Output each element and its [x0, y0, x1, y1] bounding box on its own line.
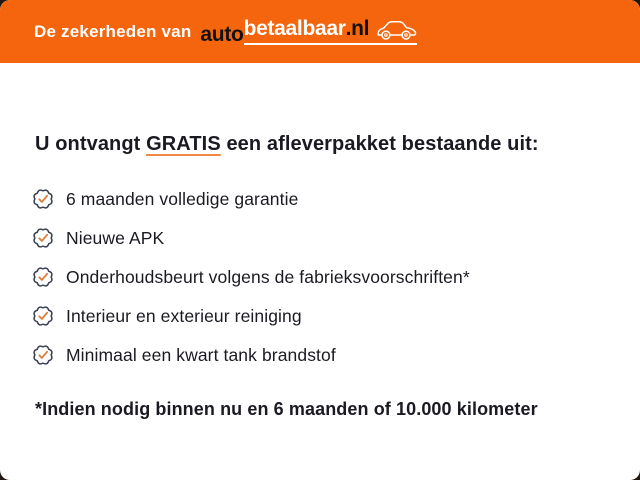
list-item [30, 186, 605, 212]
badge-check-icon [30, 342, 56, 368]
badge-check-icon [30, 303, 56, 329]
logo-underline [244, 18, 418, 45]
car-icon [375, 18, 417, 42]
list-item [30, 225, 605, 251]
benefits-section [0, 133, 640, 420]
footnote: *Indien nodig binnen nu en 6 maanden of 10.000 kilometer [35, 399, 538, 419]
list-item [30, 342, 605, 368]
heading-post: een afleverpakket bestaande uit: [220, 133, 539, 155]
benefit-label: Minimaal een kwart tank brandstof [66, 344, 336, 365]
benefit-label: Nieuwe APK [66, 227, 165, 248]
badge-check-icon [30, 186, 56, 212]
heading-highlight-gratis: GRATIS [146, 133, 221, 155]
brand-logo[interactable] [200, 18, 417, 45]
header-banner [0, 0, 640, 63]
badge-check-icon [30, 264, 56, 290]
benefits-list [30, 186, 605, 368]
heading-pre: U ontvangt [35, 133, 147, 155]
page-title [35, 133, 605, 156]
list-item [30, 303, 605, 329]
banner-title: De zekerheden van [34, 21, 192, 41]
benefit-label: Interieur en exterieur reiniging [66, 305, 302, 326]
benefit-label: Onderhoudsbeurt volgens de fabrieksvoorschriften* [66, 266, 470, 287]
logo-text-auto: auto [200, 23, 244, 46]
benefit-label: 6 maanden volledige garantie [66, 188, 299, 209]
list-item [30, 264, 605, 290]
logo-text-betaalbaar: betaalbaar [243, 17, 346, 40]
badge-check-icon [30, 225, 56, 251]
logo-text-nl: .nl [345, 17, 370, 40]
